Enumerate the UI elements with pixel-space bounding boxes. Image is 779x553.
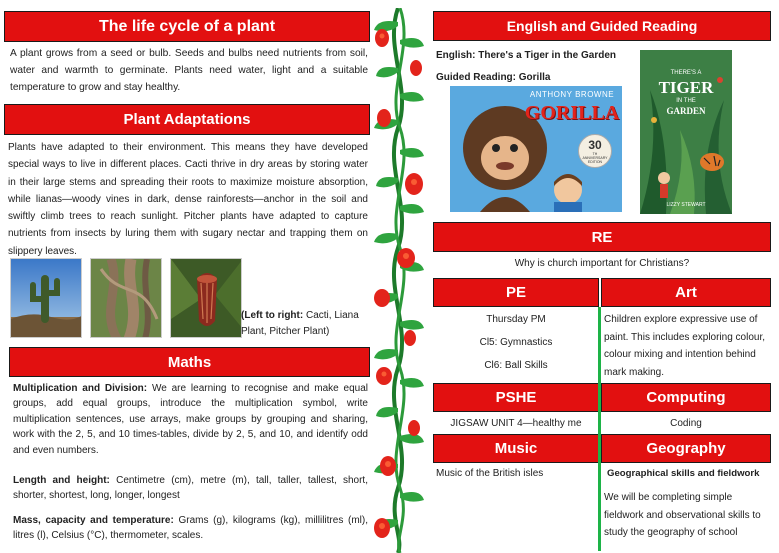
lifecycle-header (4, 11, 370, 42)
pe-header (433, 278, 599, 307)
english-header (433, 11, 771, 41)
computing-header (601, 383, 771, 412)
music-header (433, 434, 599, 463)
pshe-title: PSHE (495, 389, 537, 406)
maths-body-1: We are learning to recognise and make equal groups, add equal groups, introduce the multiplication symbol, write multiplication sentences, use arrays, make groups by grouping and sharing, work with the 2, 5, and 10 times-tables, divide by 2, 5, and 10, and identify odd and even numbers. (13, 383, 368, 456)
liana-photo (90, 258, 162, 338)
maths-body-3: Grams (g), kilograms (kg), millilitres (ml), litres (l), Celsius (°C), thermometer, scales. (13, 515, 368, 542)
music-text: Music of the British isles (436, 468, 544, 479)
pe-line-1: Thursday PM (486, 314, 546, 325)
english-line: English: There's a Tiger in the Garden (436, 50, 617, 61)
gorilla-author: ANTHONY BROWNE (529, 90, 615, 99)
maths-title: Maths (167, 353, 212, 371)
maths-section-1 (13, 381, 368, 458)
maths-heading-1: Multiplication and Division: (13, 383, 148, 394)
re-text: Why is church important for Christians? (514, 258, 690, 269)
flower-vine-decoration (370, 8, 428, 553)
maths-heading-3: Mass, capacity and temperature: (13, 515, 174, 526)
geography-text: We will be completing simple fieldwork and observational skills to study the geography of school (604, 492, 761, 538)
art-header (601, 278, 771, 307)
adaptations-text: Plants have adapted to their environment. This means they have developed special ways to live in different places. Cacti thrive in dry areas by storing water in their large stems and spreading their roots to maximize moisture absorption, while lianas—woody vines in dark, dense rainforests—anchor in the soil and swiftly climb trees to reach sunlight. Pitcher plants have adapted to capture nutrients from insects by luring them with sugary nectar and trapping them on slippery leaves. (8, 142, 368, 257)
tiger-book-cover (640, 50, 732, 214)
art-text: Children explore expressive use of paint. This includes exploring colour, colour mixing and intention behind mark making. (604, 314, 766, 378)
anniversary-badge (578, 134, 612, 168)
gorilla-book-cover (450, 86, 622, 212)
pe-line-2: Cl5: Gymnastics (479, 337, 553, 348)
tiger-title: TIGER (658, 78, 714, 97)
tiger-sub2: GARDEN (666, 106, 706, 116)
geography-header (601, 434, 771, 463)
computing-title: Computing (646, 389, 726, 406)
pshe-text: JIGSAW UNIT 4—healthy me (450, 418, 582, 429)
gorilla-title: GORILLA (524, 102, 620, 124)
re-header (433, 222, 771, 252)
caption-rest: Cacti, Liana Plant, Pitcher Plant) (241, 310, 359, 337)
maths-section-3 (13, 513, 368, 544)
photo-caption (241, 308, 369, 340)
re-title: RE (591, 228, 613, 246)
cactus-photo (10, 258, 82, 338)
adaptations-header (4, 104, 370, 135)
pe-title: PE (505, 284, 526, 301)
caption-bold: (Left to right: (241, 310, 304, 321)
badge-text: TH ANNIVERSARY EDITION (582, 152, 608, 164)
geography-title: Geography (646, 440, 726, 457)
lifecycle-title: The life cycle of a plant (98, 17, 276, 35)
pe-line-3: Cl6: Ball Skills (484, 360, 548, 371)
maths-section-2 (13, 473, 368, 504)
tiger-author: LIZZY STEWART (666, 202, 706, 208)
column-divider (598, 307, 601, 551)
english-title: English and Guided Reading (506, 18, 698, 34)
lifecycle-text: A plant grows from a seed or bulb. Seeds and bulbs need nutrients from soil, water and warmth to germinate. Plants need water, light and a suitable temperature to grow and stay healthy. (10, 48, 368, 93)
badge-number: 30 (588, 138, 602, 152)
guided-reading-line: Guided Reading: Gorilla (436, 72, 551, 83)
tiger-sub1: IN THE (676, 98, 696, 104)
music-title: Music (494, 440, 538, 457)
tiger-top: THERE'S A (670, 70, 702, 76)
computing-text: Coding (670, 418, 702, 429)
maths-heading-2: Length and height: (13, 475, 110, 486)
geography-subtitle: Geographical skills and fieldwork (607, 468, 760, 479)
pshe-header (433, 383, 599, 412)
adaptations-title: Plant Adaptations (123, 111, 251, 128)
pitcher-plant-photo (170, 258, 242, 338)
maths-header (9, 347, 370, 377)
maths-body-2: Centimetre (cm), metre (m), tall, taller, tallest, short, shorter, shortest, long, longer, longest (13, 475, 368, 502)
art-title: Art (675, 284, 697, 301)
